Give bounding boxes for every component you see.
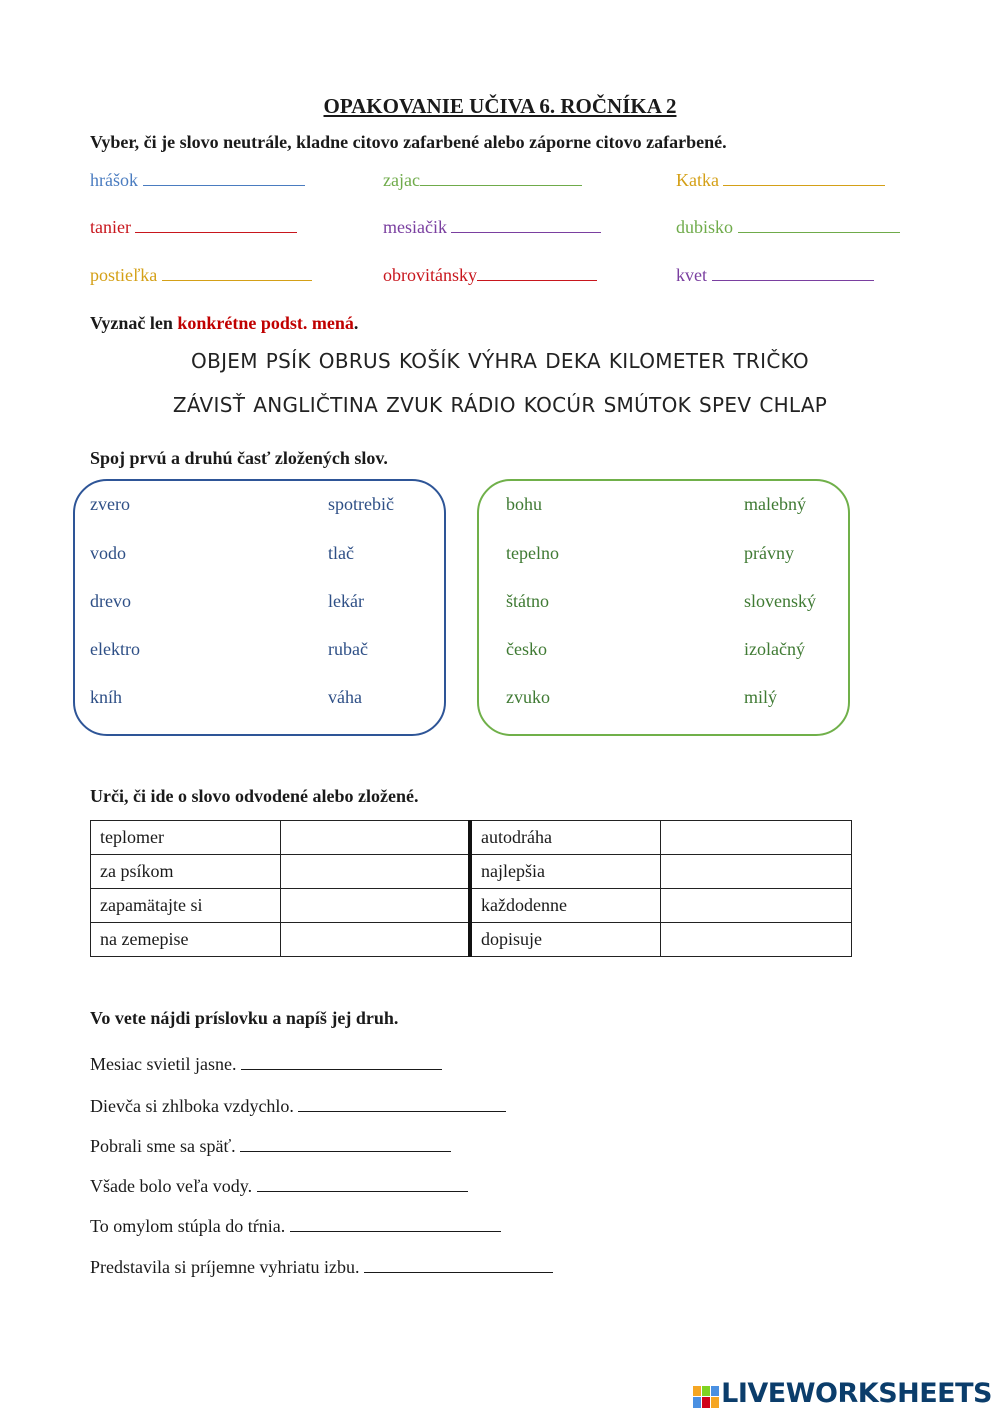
section5-instruction: Vo vete nájdi príslovku a napíš jej druh.: [90, 1008, 399, 1028]
sentence-item: [90, 1096, 506, 1117]
word-part[interactable]: zvuko: [506, 687, 550, 707]
table-cell-answer[interactable]: [280, 855, 470, 889]
word-item: [90, 217, 297, 238]
word-item: [676, 170, 885, 191]
word-part[interactable]: drevo: [90, 591, 131, 611]
noun-word[interactable]: KOŠÍK: [398, 349, 460, 373]
answer-line[interactable]: [723, 171, 885, 186]
answer-line[interactable]: [135, 218, 297, 233]
sentence-item: [90, 1054, 442, 1075]
table-cell-word: na zemepise: [91, 923, 281, 957]
table-cell-answer[interactable]: [661, 855, 852, 889]
section1-instruction: Vyber, či je slovo neutrále, kladne citovo zafarbené alebo záporne citovo zafarbené.: [90, 132, 727, 152]
table-cell-word: dopisuje: [470, 923, 661, 957]
noun-word[interactable]: ANGLIČTINA: [253, 393, 379, 417]
noun-word[interactable]: PSÍK: [265, 349, 311, 373]
instruction-highlight: konkrétne podst. mená: [177, 313, 354, 333]
word-item: [90, 265, 312, 286]
table-cell-answer[interactable]: [661, 923, 852, 957]
word-item: [383, 217, 601, 238]
noun-word[interactable]: CHLAP: [759, 393, 828, 417]
word-label: mesiačik: [383, 217, 447, 237]
table-cell-word: najlepšia: [470, 855, 661, 889]
table-cell-answer[interactable]: [280, 821, 470, 855]
answer-line[interactable]: [240, 1137, 451, 1152]
sentence-item: [90, 1176, 468, 1197]
sentence-item: [90, 1216, 501, 1237]
section2-instruction: [90, 313, 358, 334]
word-part[interactable]: lekár: [328, 591, 364, 611]
word-type-table: [90, 820, 852, 957]
answer-line[interactable]: [298, 1097, 506, 1112]
sentence-text: Predstavila si príjemne vyhriatu izbu.: [90, 1257, 360, 1277]
word-part[interactable]: zvero: [90, 494, 130, 514]
table-row: [91, 923, 852, 957]
noun-row-1: [0, 349, 1000, 373]
noun-word[interactable]: SPEV: [699, 393, 752, 417]
word-part[interactable]: bohu: [506, 494, 542, 514]
word-item: [676, 217, 900, 238]
word-label: postieľka: [90, 265, 158, 285]
answer-line[interactable]: [420, 171, 582, 186]
table-row: [91, 855, 852, 889]
noun-word[interactable]: VÝHRA: [467, 349, 538, 373]
section4-instruction: Urči, či ide o slovo odvodené alebo zložené.: [90, 786, 419, 806]
table-cell-answer[interactable]: [280, 923, 470, 957]
sentence-item: [90, 1257, 553, 1278]
liveworksheets-icon: [693, 1384, 719, 1406]
answer-line[interactable]: [451, 218, 601, 233]
word-item: [676, 265, 874, 286]
word-label: hrášok: [90, 170, 138, 190]
word-label: tanier: [90, 217, 131, 237]
noun-word[interactable]: OBRUS: [318, 349, 391, 373]
sentence-text: To omylom stúpla do tŕnia.: [90, 1216, 286, 1236]
table-cell-word: každodenne: [470, 889, 661, 923]
section3-instruction: Spoj prvú a druhú časť zložených slov.: [90, 448, 388, 468]
noun-word[interactable]: TRIČKO: [733, 349, 809, 373]
noun-row-2: [0, 393, 1000, 417]
word-part[interactable]: spotrebič: [328, 494, 394, 514]
word-part[interactable]: slovenský: [744, 591, 816, 611]
noun-word[interactable]: DEKA: [545, 349, 601, 373]
sentence-text: Pobrali sme sa späť.: [90, 1136, 236, 1156]
word-part[interactable]: elektro: [90, 639, 140, 659]
sentence-text: Všade bolo veľa vody.: [90, 1176, 253, 1196]
word-part[interactable]: štátno: [506, 591, 549, 611]
word-label: zajac: [383, 170, 420, 190]
word-label: dubisko: [676, 217, 734, 237]
word-part[interactable]: milý: [744, 687, 778, 707]
table-cell-answer[interactable]: [661, 821, 852, 855]
word-part[interactable]: tepelno: [506, 543, 559, 563]
word-part[interactable]: česko: [506, 639, 547, 659]
table-cell-word: autodráha: [470, 821, 661, 855]
noun-word[interactable]: KOCÚR: [523, 393, 596, 417]
word-part[interactable]: kníh: [90, 687, 123, 707]
word-label: obrovitánsky: [383, 265, 477, 285]
table-row: [91, 889, 852, 923]
answer-line[interactable]: [162, 266, 312, 281]
answer-line[interactable]: [290, 1217, 501, 1232]
word-part[interactable]: malebný: [744, 494, 806, 514]
noun-word[interactable]: RÁDIO: [450, 393, 516, 417]
word-part[interactable]: váha: [328, 687, 362, 707]
noun-word[interactable]: ZÁVISŤ: [172, 393, 246, 417]
noun-word[interactable]: SMÚTOK: [603, 393, 692, 417]
liveworksheets-logo[interactable]: [693, 1378, 992, 1409]
sentence-text: Mesiac svietil jasne.: [90, 1054, 237, 1074]
sentence-item: [90, 1136, 451, 1157]
table-cell-answer[interactable]: [661, 889, 852, 923]
instruction-suffix: .: [353, 313, 359, 333]
word-part[interactable]: izolačný: [744, 639, 805, 659]
instruction-prefix: Vyznač len: [90, 313, 178, 333]
noun-word[interactable]: KILOMETER: [608, 349, 726, 373]
word-part[interactable]: právny: [744, 543, 794, 563]
word-part[interactable]: tlač: [328, 543, 354, 563]
word-item: [383, 265, 597, 286]
answer-line[interactable]: [477, 266, 597, 281]
word-label: Katka: [676, 170, 719, 190]
page-title: OPAKOVANIE UČIVA 6. ROČNÍKA 2: [323, 94, 677, 118]
table-cell-word: za psíkom: [91, 855, 281, 889]
answer-line[interactable]: [738, 218, 900, 233]
answer-line[interactable]: [257, 1177, 468, 1192]
sentence-text: Dievča si zhlboka vzdychlo.: [90, 1096, 294, 1116]
noun-word[interactable]: OBJEM: [191, 349, 258, 373]
answer-line[interactable]: [241, 1055, 442, 1070]
word-label: kvet: [676, 265, 707, 285]
answer-line[interactable]: [712, 266, 874, 281]
table-cell-answer[interactable]: [280, 889, 470, 923]
answer-line[interactable]: [143, 171, 305, 186]
word-part[interactable]: rubač: [328, 639, 368, 659]
table-cell-word: teplomer: [91, 821, 281, 855]
word-item: [90, 170, 305, 191]
word-part[interactable]: vodo: [90, 543, 126, 563]
table-cell-word: zapamätajte si: [91, 889, 281, 923]
logo-text: LIVEWORKSHEETS: [721, 1378, 992, 1409]
table-row: [91, 821, 852, 855]
word-item: [383, 170, 582, 191]
noun-word[interactable]: ZVUK: [386, 393, 443, 417]
answer-line[interactable]: [364, 1258, 553, 1273]
